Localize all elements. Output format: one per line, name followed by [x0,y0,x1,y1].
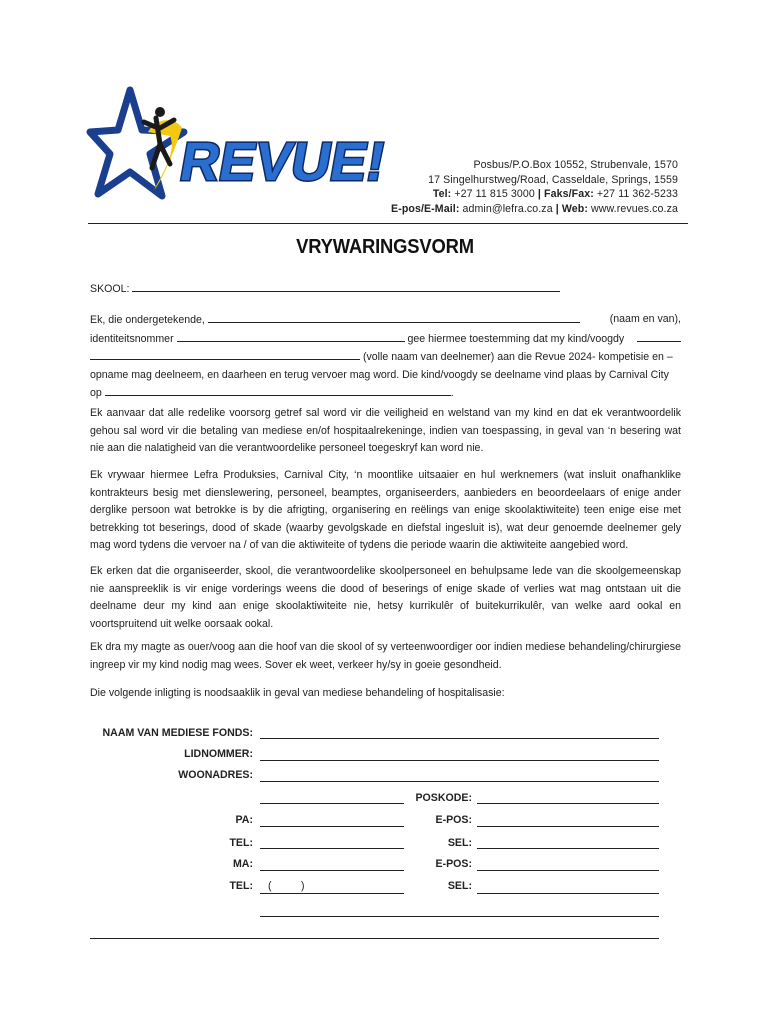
acknowledgement-paragraph: Ek erken dat die organiseerder, skool, die verantwoordelike skoolpersoneel en behulpsame lede van die skoolgemeenskap nie aanspreeklik is vir enige vorderings weens die dood of beserings of enige skade of verlies wat mag ontstaan uit die deelname deur my kind aan enige skoolaktiwiteite nie, hetsy kurrikulêr of buitekurrikulêr, van welke aard ookal en voortspruitend uit welke oorsaak ookal. [90,565,681,630]
consent-line-1b: (naam en van), [609,313,681,325]
header-divider [88,223,688,224]
tel-label: Tel: [432,188,452,200]
tel-2-input-line[interactable] [260,893,404,894]
email-1-input-line[interactable] [477,826,659,827]
revue-logo [96,88,391,208]
contact-web-line [391,202,678,217]
indemnity-paragraph: Ek vrywaar hiermee Lefra Produksies, Carnival City, ‘n moontlike uitsaaier en hul werknemers (wat insluit onafhanklike kontrakteurs besig met dienslewering, personeel, beamptes, organiseerders, aanbieders en beoordeelaars of enige ander derglike persoon wat betrokke is by die afrigting, organisering en reëlings van enige skoolaktiwiteite) teen enige eise met betrekking tot beserings, dood of skade (waarby gevolgskade en diefstal ingesluit is), wat deur genoemde deelnemer gely mag word tydens die vervoer na / of van die aktiwiteite of tydens die periode waarin die aktiwiteite aangebied word. [90,469,681,552]
logo-text: REVUE! [175,131,391,192]
cell-2-input-line[interactable] [477,893,659,894]
consent-paragraph [90,311,681,403]
page-title: VRYWARINGSVORM [296,236,474,258]
extra-input-line[interactable] [260,916,659,917]
tel-1-label: TEL: [229,837,253,849]
email-value: admin@lefra.co.za [462,202,553,215]
participant-name-input-line[interactable] [90,348,360,360]
consent-line-2a: identiteitsnommer [90,332,174,345]
consent-line-2b: gee hiermee toestemming dat my kind/voogdy [407,332,625,345]
cell-1-label: SEL: [447,837,472,849]
fax-label: Faks/Fax: [544,188,594,200]
mother-input-line[interactable] [260,870,404,871]
cell-1-input-line[interactable] [477,848,659,849]
consent-line-4: opname mag deelneem, en daarheen en terug vervoer mag word. Die kind/voogdy se deelname vind plaas by Carnival City [90,368,669,381]
school-field-row [90,280,681,299]
tel-2-label: TEL: [229,880,253,892]
id-number-input-line[interactable] [177,330,405,342]
member-number-input-line[interactable] [260,760,659,761]
address-2-input-line[interactable] [260,803,404,804]
consent-line-3: (volle naam van deelnemer) aan die Revue 2024- kompetisie en – [362,351,673,364]
consent-line-1a: Ek, die ondergetekende, [90,314,205,326]
web-label: Web: [561,202,588,215]
school-input-line[interactable] [132,280,560,292]
father-label: PA: [235,814,253,826]
medical-fund-label: NAAM VAN MEDIESE FONDS: [102,727,253,739]
separator: | [537,188,541,200]
address-line-2: 17 Singelhurstweg/Road, Casseldale, Springs, 1559 [428,173,678,186]
postcode-label: POSKODE: [415,792,472,804]
acceptance-paragraph: Ek aanvaar dat alle redelike voorsorg getref sal word vir die veiligheid en welstand van my kind en dat ek verantwoordelik gehou sal word vir die betaling van mediese en/of hospitaalrekeninge, indien van toespassing, in geval van ‘n besering wat nie aan die nalatigheid van die verantwoordelike personeel toegeskryf kan word nie. [90,407,681,455]
address-input-line[interactable] [260,781,659,782]
child-input-line[interactable] [637,330,681,342]
info-intro: Die volgende inligting is noodsaaklik in geval van mediese behandeling of hospitalisasie: [90,687,505,699]
mother-label: MA: [232,858,253,870]
consent-line-5b: . [450,387,454,400]
authority-paragraph: Ek dra my magte as ouer/voog aan die hoof van die skool of sy verteenwoordiger oor indien mediese behandeling/chirurgiese ingreep vir my kind nodig mag wees. Sover ek weet, verkeer hy/sy in goeie gesondheid. [90,641,681,671]
school-label: SKOOL: [90,283,130,295]
web-value: www.revues.co.za [591,202,678,215]
footer-divider [90,938,659,939]
cell-2-label: SEL: [447,880,472,892]
contact-phone-line [391,187,678,202]
fax-value: +27 11 362-5233 [596,188,678,200]
consent-line-5a: op [90,387,102,400]
father-input-line[interactable] [260,826,404,827]
tel-value: +27 11 815 3000 [454,188,535,200]
email-2-input-line[interactable] [477,870,659,871]
letterhead-address [391,158,678,216]
email-2-label: E-POS: [435,858,472,870]
address-label: WOONADRES: [178,769,253,781]
email-label: E-pos/E-Mail: [391,202,460,215]
tel-1-input-line[interactable] [260,848,404,849]
member-number-label: LIDNOMMER: [184,748,253,760]
tel-2-area-code: ( ) [268,880,305,892]
address-line-1: Posbus/P.O.Box 10552, Strubenvale, 1570 [473,159,678,171]
separator: | [555,202,559,215]
medical-fund-input-line[interactable] [260,738,659,739]
email-1-label: E-POS: [435,814,472,826]
postcode-input-line[interactable] [477,803,659,804]
date-input-line[interactable] [105,384,451,396]
name-input-line[interactable] [208,311,580,323]
